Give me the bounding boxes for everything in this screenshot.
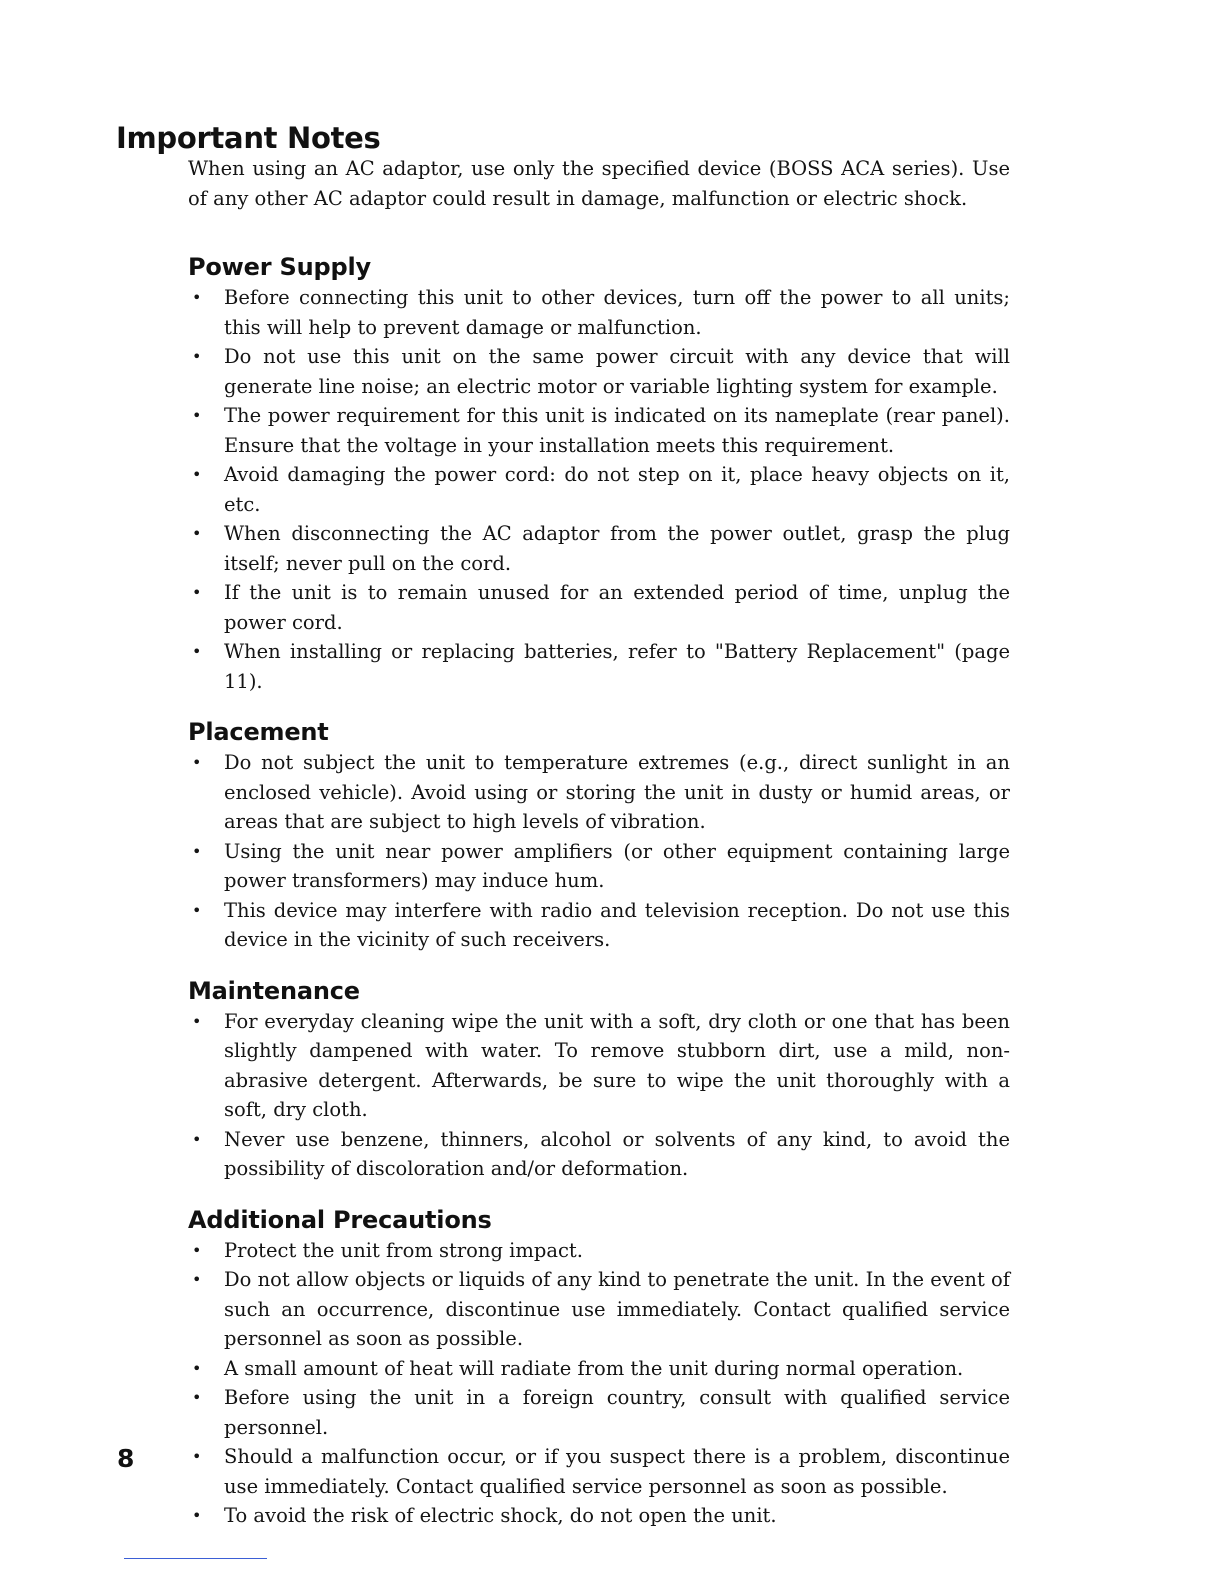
list-item-text: Using the unit near power amplifiers (or other equipment containing large power transformers) may induce hum. bbox=[224, 839, 1010, 892]
bullet-icon: • bbox=[192, 406, 202, 425]
list-item bbox=[188, 1265, 1010, 1354]
list-item bbox=[188, 748, 1010, 837]
page-number: 8 bbox=[117, 1444, 135, 1473]
section-placement bbox=[188, 716, 1010, 955]
section-power-supply bbox=[188, 251, 1010, 696]
bullet-icon: • bbox=[192, 347, 202, 366]
list-item-text: For everyday cleaning wipe the unit with a soft, dry cloth or one that has been slightly dampened with water. To remove stubborn dirt, use a mild, non-abrasive detergent. Afterwards, be sure to wipe the unit thoroughly with a soft, dry cloth. bbox=[224, 1009, 1010, 1121]
list-item bbox=[188, 460, 1010, 519]
bullet-icon: • bbox=[192, 1388, 202, 1407]
list-item-text: Never use benzene, thinners, alcohol or solvents of any kind, to avoid the possibility of discoloration and/or deformation. bbox=[224, 1127, 1010, 1180]
bullet-icon: • bbox=[192, 753, 202, 772]
list-item-text: Do not subject the unit to temperature extremes (e.g., direct sunlight in an enclosed vehicle). Avoid using or storing the unit in dusty or humid areas, or areas that are subject to high levels of vibration. bbox=[224, 751, 1010, 833]
list-item-text: Before using the unit in a foreign country, consult with qualified service personnel. bbox=[224, 1386, 1010, 1439]
list-item-text: Before connecting this unit to other devices, turn off the power to all units; this will help to prevent damage or malfunction. bbox=[224, 286, 1010, 339]
section-heading: Placement bbox=[188, 718, 329, 746]
list-item-text: To avoid the risk of electric shock, do not open the unit. bbox=[224, 1504, 777, 1527]
bullet-icon: • bbox=[192, 1129, 202, 1149]
bullet-list bbox=[188, 1007, 1010, 1184]
bullet-icon: • bbox=[192, 1270, 202, 1289]
bullet-icon: • bbox=[192, 288, 202, 307]
bullet-icon: • bbox=[192, 642, 202, 661]
section-maintenance bbox=[188, 975, 1010, 1184]
list-item-text: Do not allow objects or liquids of any kind to penetrate the unit. In the event of such an occurrence, discontinue use immediately. Contact qualified service personnel as soon as possible. bbox=[224, 1268, 1010, 1350]
section-additional-precautions bbox=[188, 1204, 1010, 1531]
bullet-icon: • bbox=[192, 900, 202, 920]
list-item-text: This device may interfere with radio and television reception. Do not use this device in the vicinity of such receivers. bbox=[224, 898, 1010, 951]
list-item bbox=[188, 1125, 1010, 1184]
list-item bbox=[188, 1007, 1010, 1125]
intro-paragraph: When using an AC adaptor, use only the specified device (BOSS ACA series). Use of any other AC adaptor could result in damage, malfunction or electric shock. bbox=[188, 157, 1010, 210]
bullet-icon: • bbox=[192, 841, 202, 861]
section-heading: Power Supply bbox=[188, 253, 371, 281]
list-item bbox=[188, 283, 1010, 342]
content-column bbox=[188, 154, 1010, 1531]
list-item bbox=[188, 1501, 1010, 1531]
bullet-icon: • bbox=[192, 1240, 202, 1260]
list-item-text: If the unit is to remain unused for an extended period of time, unplug the power cord. bbox=[224, 581, 1010, 634]
bottom-divider bbox=[124, 1558, 267, 1559]
bullet-list bbox=[188, 748, 1010, 955]
list-item bbox=[188, 896, 1010, 955]
list-item-text: Should a malfunction occur, or if you suspect there is a problem, discontinue use immediately. Contact qualified service personnel as soon as possible. bbox=[224, 1445, 1010, 1498]
list-item bbox=[188, 837, 1010, 896]
section-heading: Additional Precautions bbox=[188, 1205, 492, 1234]
bullet-list bbox=[188, 1236, 1010, 1531]
list-item bbox=[188, 1442, 1010, 1501]
bullet-icon: • bbox=[192, 524, 202, 543]
bullet-icon: • bbox=[192, 583, 202, 602]
list-item-text: Avoid damaging the power cord: do not step on it, place heavy objects on it, etc. bbox=[224, 463, 1010, 516]
list-item bbox=[188, 401, 1010, 460]
list-item-text: When installing or replacing batteries, refer to "Battery Replacement" (page 11). bbox=[224, 640, 1010, 693]
list-item-text: A small amount of heat will radiate from the unit during normal operation. bbox=[224, 1356, 964, 1380]
list-item-text: The power requirement for this unit is indicated on its nameplate (rear panel). Ensure that the voltage in your installation meets this requirement. bbox=[224, 404, 1010, 457]
bullet-icon: • bbox=[192, 1447, 202, 1466]
list-item bbox=[188, 519, 1010, 578]
list-item bbox=[188, 637, 1010, 696]
bullet-icon: • bbox=[192, 1506, 202, 1525]
list-item-text: Do not use this unit on the same power circuit with any device that will generate line noise; an electric motor or variable lighting system for example. bbox=[224, 345, 1010, 398]
list-item-text: When disconnecting the AC adaptor from the power outlet, grasp the plug itself; never pull on the cord. bbox=[224, 522, 1010, 575]
list-item bbox=[188, 578, 1010, 637]
section-heading: Maintenance bbox=[188, 976, 360, 1005]
list-item bbox=[188, 1236, 1010, 1266]
bullet-list bbox=[188, 283, 1010, 696]
page-title: Important Notes bbox=[116, 121, 381, 155]
list-item bbox=[188, 342, 1010, 401]
bullet-icon: • bbox=[192, 1011, 202, 1031]
list-item-text: Protect the unit from strong impact. bbox=[224, 1238, 583, 1262]
list-item bbox=[188, 1383, 1010, 1442]
bullet-icon: • bbox=[192, 465, 202, 484]
list-item bbox=[188, 1354, 1010, 1384]
bullet-icon: • bbox=[192, 1358, 202, 1378]
